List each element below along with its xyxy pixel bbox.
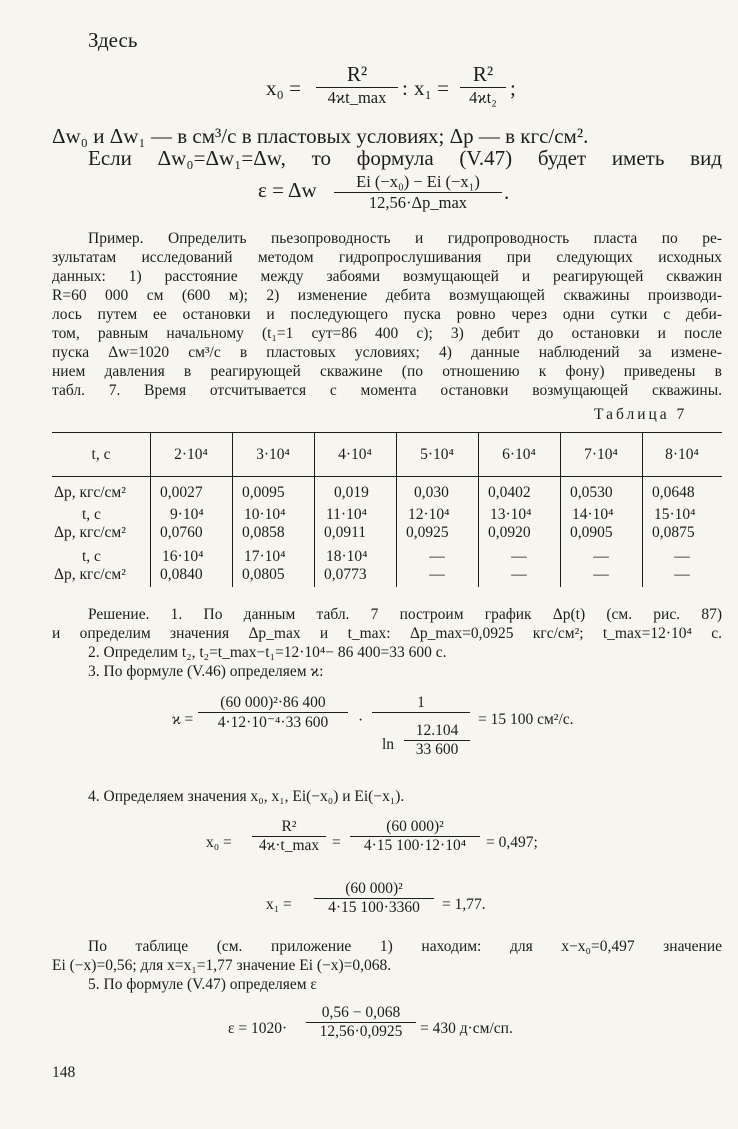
equals-sign: = <box>332 834 341 851</box>
table-cell: 9·10⁴ <box>170 506 204 523</box>
colon: : <box>402 76 408 100</box>
x1-fraction: R² 4ϰt₂ <box>460 62 506 108</box>
example-line-7: пуска Δw=1020 см³/с в пластовых условиях; 4) данные наблюдений за измене- <box>52 344 722 361</box>
x0-numeric-fraction: (60 000)² 4·15 100·12·10⁴ <box>350 818 480 855</box>
table-row-label: Δp, кгс/см² <box>54 566 126 583</box>
semicolon: ; <box>510 76 516 100</box>
solution-line-7: Ei (−x)=0,56; для x=x₁=1,77 значение Ei (−x)=0,068. <box>52 957 392 974</box>
table-cell: 15·10⁴ <box>654 506 696 523</box>
x0-result: = 0,497; <box>486 834 538 851</box>
x0-lhs: x₀ = <box>266 76 301 100</box>
eps-formula-result: = 430 д·см/сп. <box>420 1020 513 1037</box>
x0-formula-lhs: x₀ = <box>206 834 232 851</box>
table-cell: 0,0840 <box>160 566 203 583</box>
table-cell: 0,0773 <box>324 566 367 583</box>
units-line: Δw₀ и Δw₁ — в см³/с в пластовых условиях; Δp — в кгс/см². <box>52 124 589 148</box>
solution-line-8: 5. По формуле (V.47) определяем ε <box>88 976 317 993</box>
table-cell: 10·10⁴ <box>244 506 286 523</box>
table-cell: 0,0905 <box>570 524 613 541</box>
example-line-8: нием давления в реагирующей скважине (по отношению к фону) приведены в <box>52 363 722 380</box>
table-cell: 12·10⁴ <box>408 506 450 523</box>
example-line-6: том, равным начальному (t₁=1 сут=86 400 с); 3) дебит до остановки и после <box>52 325 722 342</box>
page-number: 148 <box>52 1064 76 1081</box>
example-line-4: R=60 000 см (600 м); 2) изменение дебита возмущающей скважины производи- <box>52 287 722 304</box>
example-line-2: зультатам исследований методом гидропрослушивания при следующих исходных <box>52 249 722 266</box>
table-cell: 0,030 <box>414 484 449 501</box>
table-header-cell: 4·10⁴ <box>338 446 372 463</box>
ln-fraction: 12.104 33 600 <box>404 722 470 759</box>
table-cell: 0,0760 <box>160 524 203 541</box>
multiply-dot: · <box>358 712 364 729</box>
table-header-cell: 2·10⁴ <box>174 446 208 463</box>
table-cell-empty: — <box>593 548 609 565</box>
kappa-fraction: (60 000)²·86 400 4·12·10⁻⁴·33 600 <box>198 694 348 732</box>
table-caption: Таблица 7 <box>594 406 688 423</box>
table-cell: 14·10⁴ <box>572 506 614 523</box>
table-header-cell: 7·10⁴ <box>584 446 618 463</box>
table-cell: 0,0925 <box>406 524 449 541</box>
x0-fraction: R² 4ϰt_max <box>316 62 398 108</box>
table-cell: 0,0027 <box>160 484 203 501</box>
kappa-lhs: ϰ = <box>172 711 194 728</box>
table-cell-empty: — <box>429 548 445 565</box>
x1-formula-fraction: (60 000)² 4·15 100·3360 <box>314 880 434 917</box>
table-cell: 11·10⁴ <box>326 506 367 523</box>
table-cell: 18·10⁴ <box>326 548 368 565</box>
table-cell: 0,0648 <box>652 484 695 501</box>
example-line-5: лось путем ее остановки и последующего пуска ровно через одни сутки с деби- <box>52 306 722 323</box>
table-cell: 0,0858 <box>242 524 285 541</box>
example-line-9: табл. 7. Время отсчитывается с момента остановки возмущающей скважины. <box>52 382 722 399</box>
eps-formula-lhs: ε = 1020· <box>228 1020 288 1037</box>
table-row-label: Δp, кгс/см² <box>54 484 126 501</box>
example-line-1: Пример. Определить пьезопроводность и гидропроводность пласта по ре- <box>88 230 722 247</box>
data-table <box>52 432 722 587</box>
eps-period: . <box>504 180 510 204</box>
table-cell-empty: — <box>674 548 690 565</box>
eps-formula-fraction: 0,56 − 0,068 12,56·0,0925 <box>306 1004 416 1041</box>
table-cell: 0,0920 <box>488 524 531 541</box>
table-cell-empty: — <box>429 566 445 583</box>
solution-line-5: 4. Определяем значения x₀, x₁, Ei(−x₀) и Ei(−x₁). <box>88 788 405 805</box>
table-header-cell: 8·10⁴ <box>665 446 699 463</box>
table-row-label: t, с <box>82 506 101 523</box>
table-header-cell: 5·10⁴ <box>420 446 454 463</box>
table-cell: 13·10⁴ <box>490 506 532 523</box>
table-cell: 0,0095 <box>242 484 285 501</box>
x1-formula-lhs: x₁ = <box>266 896 292 913</box>
inverse-log-fraction: 1 <box>372 694 470 713</box>
solution-line-1: Решение. 1. По данным табл. 7 построим график Δp(t) (см. рис. 87) <box>88 606 722 623</box>
table-cell-empty: — <box>593 566 609 583</box>
solution-line-2: и определим значения Δp_max и t_max: Δp_max=0,0925 кгс/см²; t_max=12·10⁴ с. <box>52 625 722 642</box>
table-cell: 0,019 <box>334 484 369 501</box>
table-cell: 16·10⁴ <box>162 548 204 565</box>
table-row-label: t, с <box>82 548 101 565</box>
kappa-result: = 15 100 см²/с. <box>478 711 574 728</box>
table-cell-empty: — <box>511 566 527 583</box>
eps-lhs: ε = Δw <box>258 178 317 202</box>
example-line-3: данных: 1) расстояние между забоями возмущающей и реагирующей скважин <box>52 268 722 285</box>
table-header-t: t, с <box>91 446 111 463</box>
table-cell: 0,0911 <box>324 524 367 541</box>
solution-line-6: По таблице (см. приложение 1) находим: для x−x₀=0,497 значение <box>88 938 722 955</box>
x0-formula-fraction: R² 4ϰ·t_max <box>252 818 326 855</box>
table-header-cell: 3·10⁴ <box>256 446 290 463</box>
table-row-label: Δp, кгс/см² <box>54 524 126 541</box>
table-cell: 0,0805 <box>242 566 285 583</box>
eps-fraction: Ei (−x₀) − Ei (−x₁) 12,56·Δp_max <box>334 172 502 213</box>
intro-heading: Здесь <box>88 28 138 52</box>
solution-line-3: 2. Определим t₂, t₂=t_max−t₁=12·10⁴− 86 400=33 600 с. <box>88 644 447 661</box>
table-cell: 0,0530 <box>570 484 613 501</box>
table-cell-empty: — <box>674 566 690 583</box>
x1-result: = 1,77. <box>442 896 486 913</box>
ln-label: ln <box>382 736 395 753</box>
table-cell-empty: — <box>511 548 527 565</box>
table-header-cell: 6·10⁴ <box>502 446 536 463</box>
table-cell: 0,0402 <box>488 484 531 501</box>
solution-line-4: 3. По формуле (V.46) определяем ϰ: <box>88 663 324 680</box>
table-cell: 0,0875 <box>652 524 695 541</box>
x1-lhs: x₁ = <box>414 76 449 100</box>
if-line: Если Δw₀=Δw₁=Δw, то формула (V.47) будет иметь вид <box>88 146 722 170</box>
table-cell: 17·10⁴ <box>244 548 286 565</box>
